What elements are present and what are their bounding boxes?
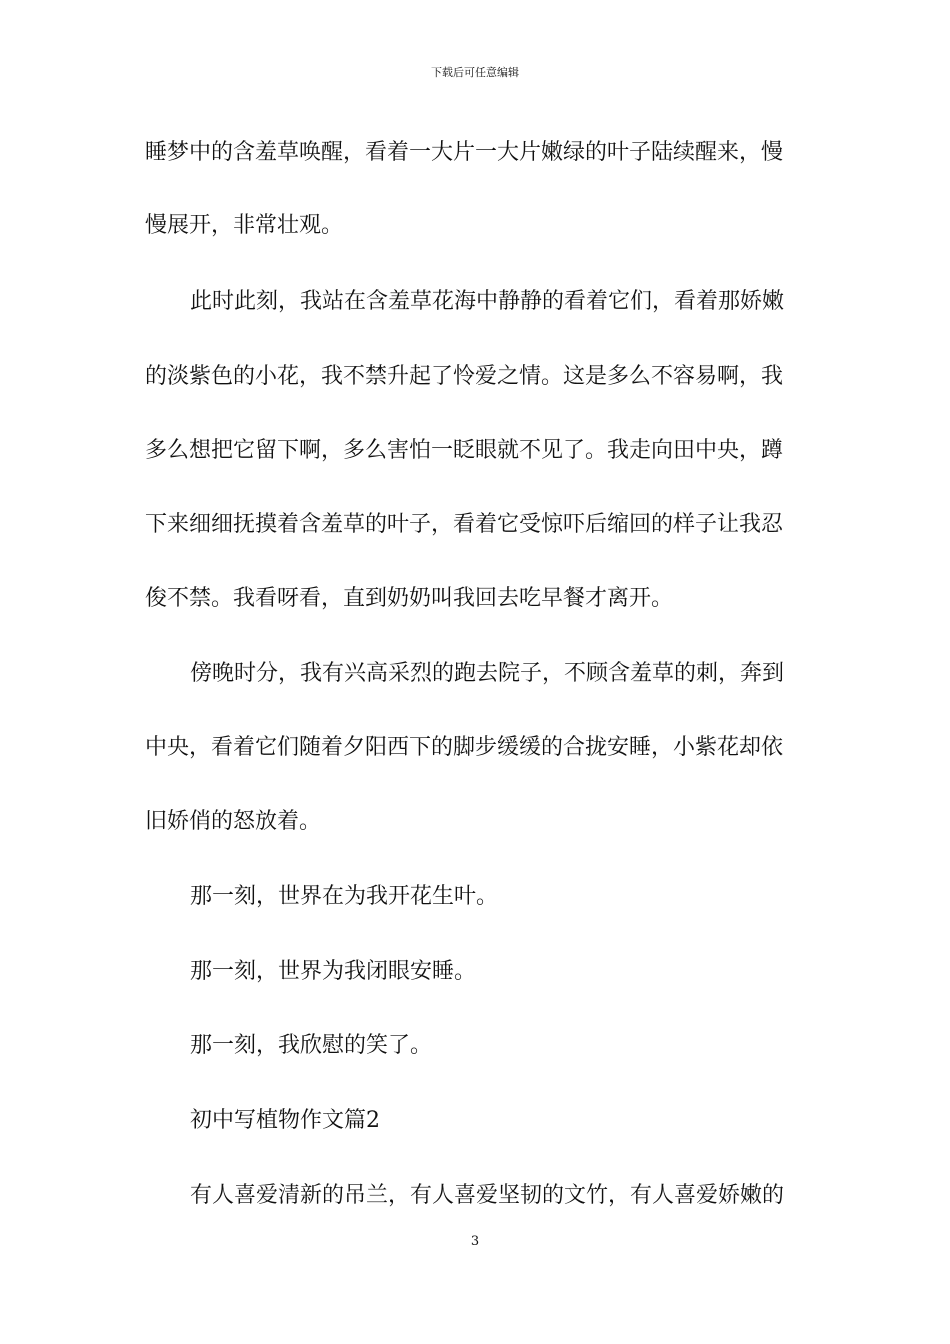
page-header: 下载后可任意编辑 (431, 66, 519, 79)
text-line: 多么想把它留下啊，多么害怕一眨眼就不见了。我走向田中央，蹲 (145, 438, 784, 463)
text-line: 中央，看着它们随着夕阳西下的脚步缓缓的合拢安睡，小紫花却依 (145, 735, 784, 760)
text-line: 有人喜爱清新的吊兰，有人喜爱坚韧的文竹，有人喜爱娇嫩的 (190, 1183, 785, 1208)
text-line: 睡梦中的含羞草唤醒，看着一大片一大片嫩绿的叶子陆续醒来，慢 (145, 140, 784, 165)
section-heading: 初中写植物作文篇2 (190, 1108, 380, 1133)
text-line: 俊不禁。我看呀看，直到奶奶叫我回去吃早餐才离开。 (145, 586, 674, 611)
text-line: 此时此刻，我站在含羞草花海中静静的看着它们，看着那娇嫩 (190, 289, 785, 314)
text-line: 傍晚时分，我有兴高采烈的跑去院子，不顾含羞草的刺，奔到 (190, 661, 785, 686)
text-line: 那一刻，世界在为我开花生叶。 (190, 884, 499, 909)
text-line: 那一刻，世界为我闭眼安睡。 (190, 959, 477, 984)
text-line: 慢展开，非常壮观。 (145, 213, 344, 238)
text-line: 下来细细抚摸着含羞草的叶子，看着它受惊吓后缩回的样子让我忍 (145, 512, 784, 537)
text-line: 那一刻，我欣慰的笑了。 (190, 1033, 433, 1058)
text-line: 的淡紫色的小花，我不禁升起了怜爱之情。这是多么不容易啊，我 (145, 364, 784, 389)
page-number: 3 (470, 1234, 480, 1249)
text-line: 旧娇俏的怒放着。 (145, 809, 322, 834)
